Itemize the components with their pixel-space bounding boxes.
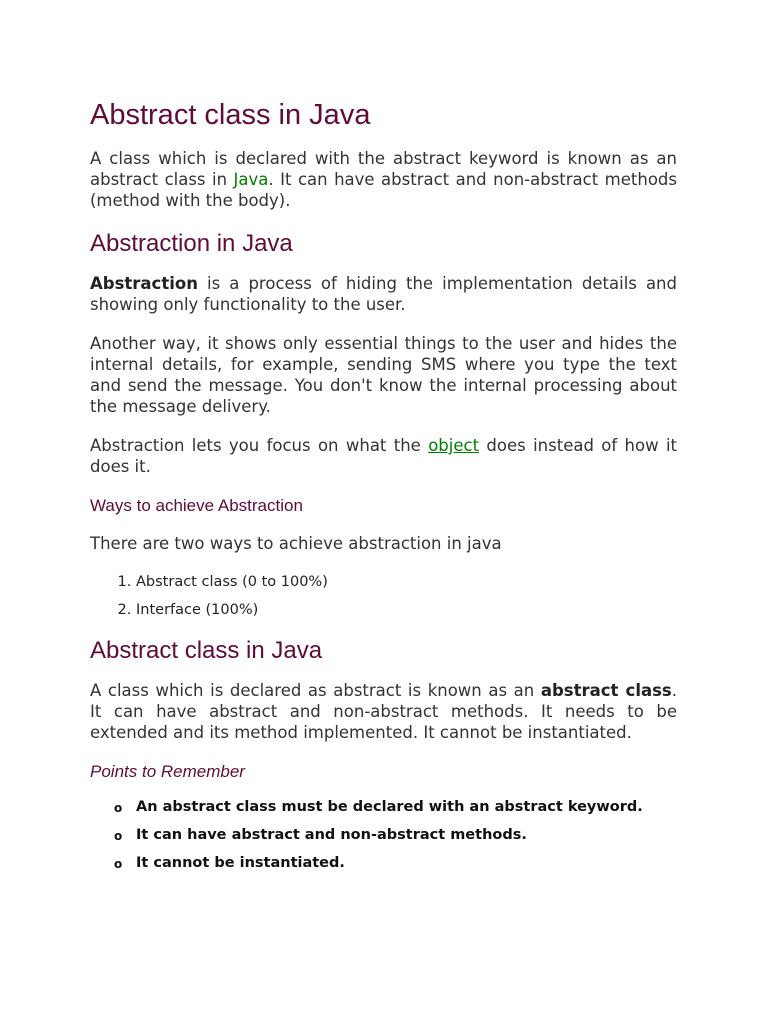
list-item: o It can have abstract and non-abstract methods. (90, 825, 677, 845)
list-item: 1. Abstract class (0 to 100%) (136, 572, 677, 592)
ways-intro: There are two ways to achieve abstraction in java (90, 534, 502, 553)
abstraction-definition: Abstraction is a process of hiding the implementation details and showing only functionality to the user. (90, 274, 677, 314)
ways-list (90, 572, 677, 620)
heading-ways: Ways to achieve Abstraction (90, 496, 303, 515)
object-link[interactable]: object (428, 436, 480, 455)
document-content (90, 96, 677, 881)
abstract-class-term: abstract class (540, 681, 672, 700)
abstraction-focus: Abstraction lets you focus on what the object does instead of how it does it. (90, 436, 677, 476)
list-item: 2. Interface (100%) (136, 600, 677, 620)
heading-abstract-class: Abstract class in Java (90, 99, 371, 131)
list-item: o An abstract class must be declared with an abstract keyword. (90, 797, 677, 817)
bullet-marker: o (114, 829, 123, 843)
bullet-marker: o (114, 801, 123, 815)
heading-abstract-class-2: Abstract class in Java (90, 637, 323, 664)
abstraction-example: Another way, it shows only essential things to the user and hides the internal details, for example, sending SMS where you type the text and send the message. You don't know the internal processing about the message delivery. (90, 334, 677, 416)
intro-paragraph: A class which is declared with the abstract keyword is known as an abstract class in Java. It can have abstract and non-abstract methods (method with the body). (90, 149, 677, 210)
abstract-class-paragraph: A class which is declared as abstract is known as an abstract class. It can have abstract and non-abstract methods. It needs to be extended and its method implemented. It cannot be instantiated. (90, 681, 677, 742)
java-link[interactable]: Java (233, 170, 269, 189)
bullet-marker: o (114, 857, 123, 871)
heading-abstraction: Abstraction in Java (90, 230, 293, 257)
points-list (90, 797, 677, 873)
abstraction-term: Abstraction (90, 274, 198, 293)
heading-points: Points to Remember (90, 762, 245, 781)
list-item: o It cannot be instantiated. (90, 853, 677, 873)
